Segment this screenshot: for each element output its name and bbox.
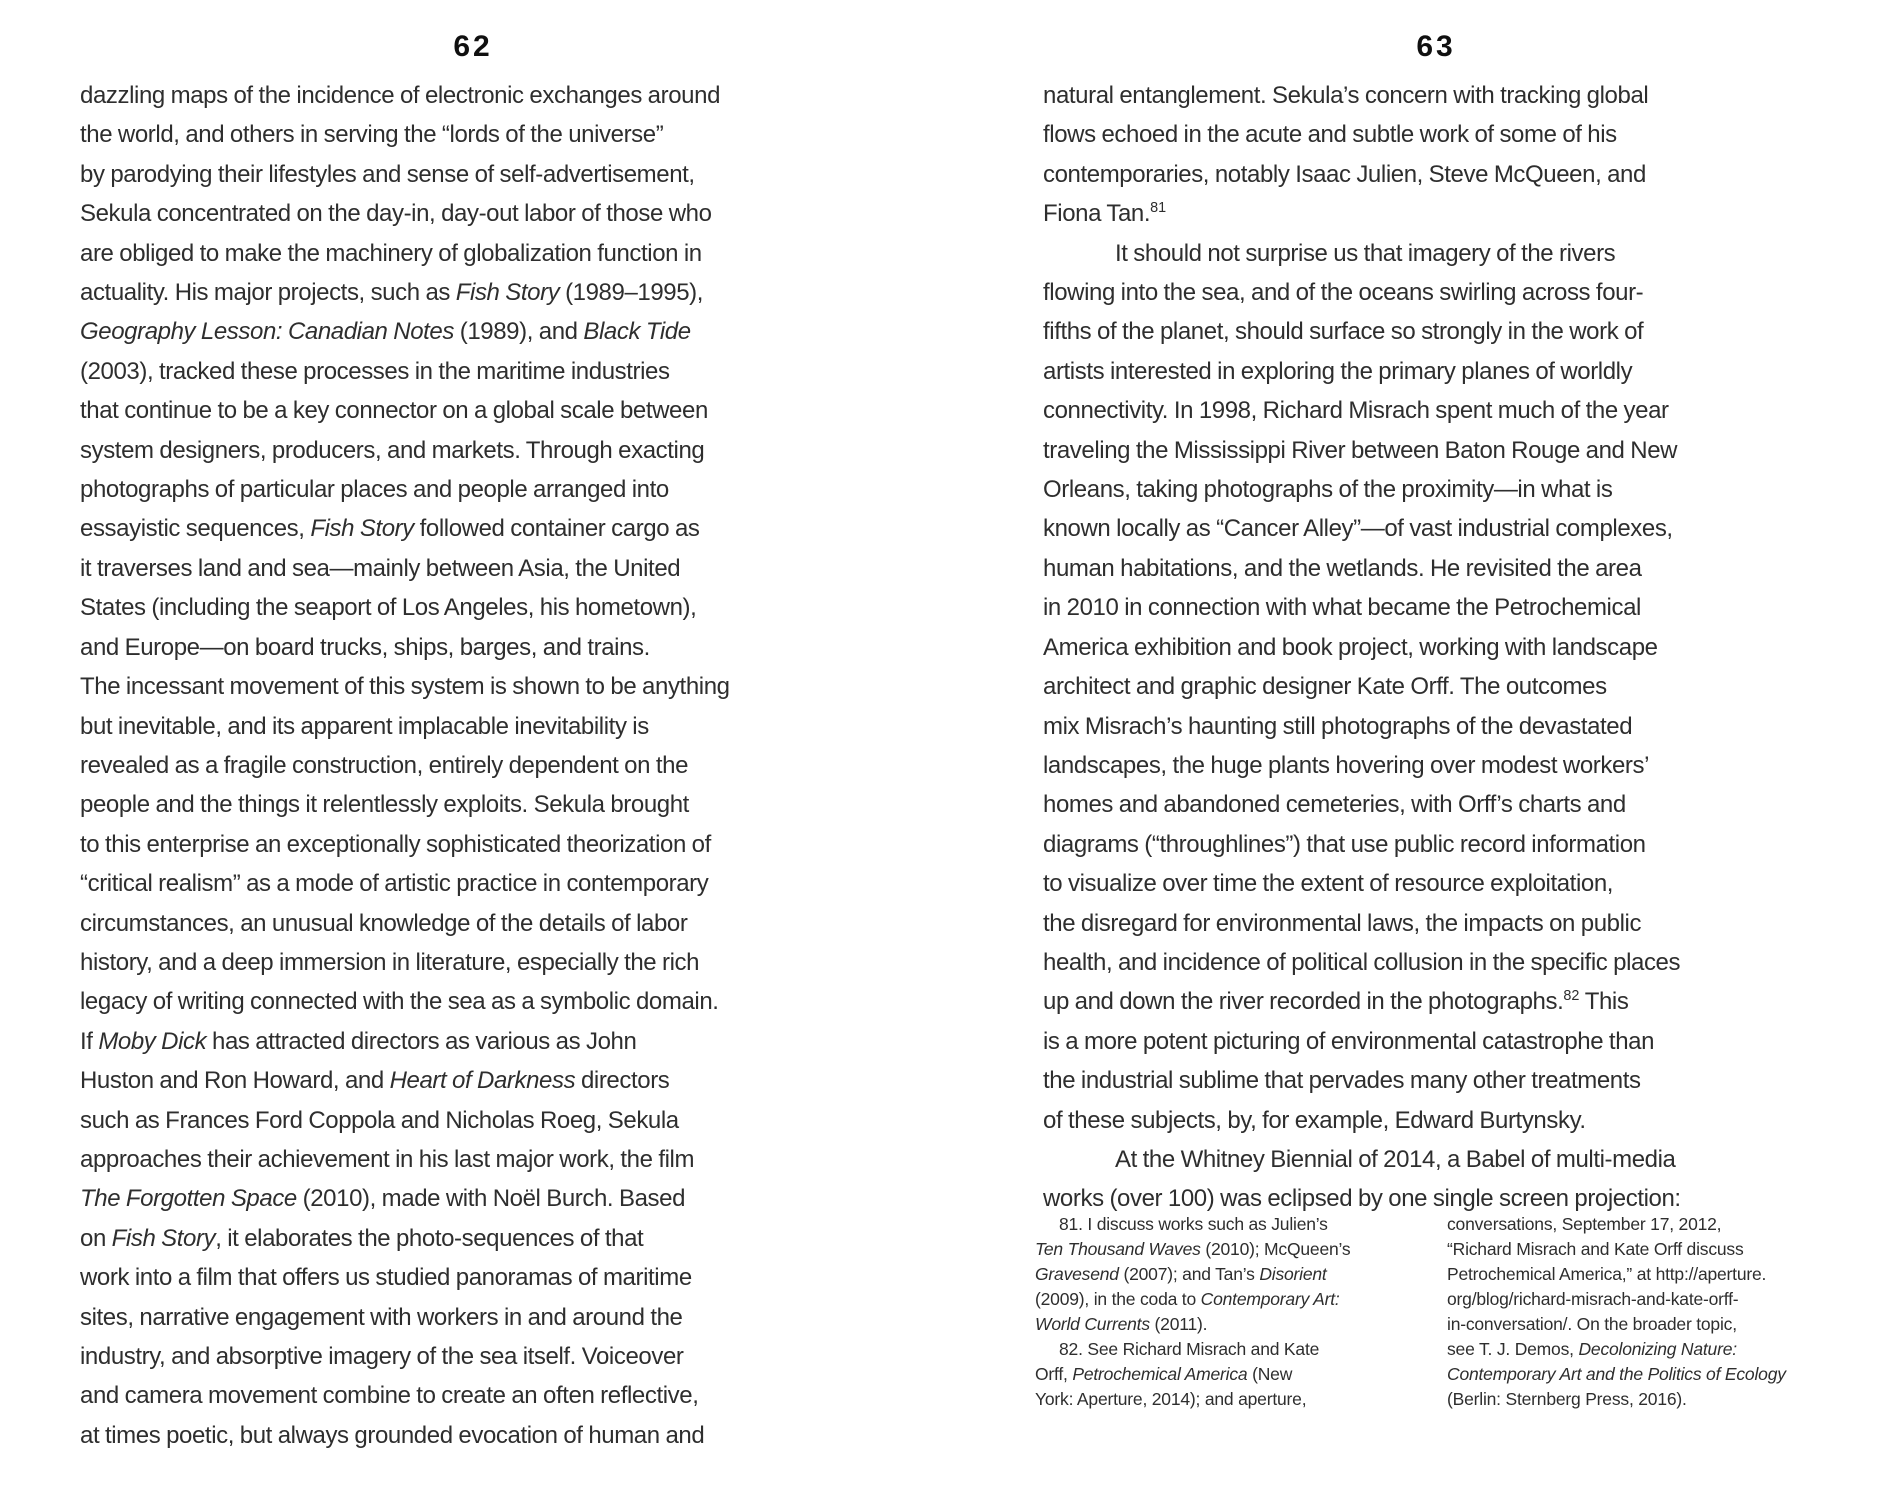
text-line xyxy=(80,1298,880,1337)
body-text-page-63 xyxy=(1043,76,1843,1219)
text-segment: see T. J. Demos, xyxy=(1447,1339,1579,1359)
text-line xyxy=(1043,509,1843,548)
text-line xyxy=(80,864,880,903)
text-segment: (2011). xyxy=(1149,1314,1208,1334)
text-line xyxy=(80,1179,880,1218)
text-segment: history, and a deep immersion in literature, especially the rich xyxy=(80,948,700,976)
text-segment: known locally as “Cancer Alley”—of vast industrial complexes, xyxy=(1043,515,1673,543)
text-segment: “Richard Misrach and Kate Orff discuss xyxy=(1447,1239,1744,1259)
text-line xyxy=(1035,1312,1440,1337)
italic-title: Black Tide xyxy=(583,318,691,346)
text-line xyxy=(1043,943,1843,982)
text-segment: on xyxy=(80,1224,112,1252)
text-line xyxy=(80,1416,880,1455)
footnote-reference: 81 xyxy=(1150,200,1167,217)
text-line xyxy=(1043,746,1843,785)
text-line xyxy=(80,115,880,154)
text-line xyxy=(80,1022,880,1061)
footnote-reference: 82 xyxy=(1563,988,1580,1005)
text-line xyxy=(80,707,880,746)
text-line xyxy=(1043,352,1843,391)
text-line xyxy=(1043,588,1843,627)
text-segment: States (including the seaport of Los Angeles, his hometown), xyxy=(80,594,697,622)
italic-title: Contemporary Art: xyxy=(1200,1289,1340,1309)
text-segment: (2010); McQueen’s xyxy=(1200,1239,1351,1259)
text-segment: America exhibition and book project, working with landscape xyxy=(1043,633,1658,661)
text-segment: are obliged to make the machinery of globalization function in xyxy=(80,239,702,267)
text-segment: industry, and absorptive imagery of the sea itself. Voiceover xyxy=(80,1343,684,1370)
text-line xyxy=(80,352,880,391)
text-line xyxy=(1035,1337,1440,1362)
text-line xyxy=(1447,1212,1887,1237)
text-segment: to visualize over time the extent of resource exploitation, xyxy=(1043,870,1614,898)
text-segment: actuality. His major projects, such as xyxy=(80,279,456,307)
text-line xyxy=(80,549,880,588)
text-segment: it traverses land and sea—mainly between Asia, the United xyxy=(80,554,681,582)
text-line xyxy=(80,509,880,548)
text-segment: work into a film that offers us studied panoramas of maritime xyxy=(80,1264,692,1292)
text-segment: the industrial sublime that pervades many other treatments xyxy=(1043,1067,1641,1095)
text-line xyxy=(1043,234,1843,273)
text-line xyxy=(1035,1362,1440,1387)
text-line xyxy=(80,470,880,509)
text-line xyxy=(80,431,880,470)
italic-title: Gravesend xyxy=(1035,1264,1119,1284)
text-segment: circumstances, an unusual knowledge of the details of labor xyxy=(80,909,688,937)
text-line xyxy=(1043,825,1843,864)
text-line xyxy=(1035,1262,1440,1287)
text-segment: traveling the Mississippi River between Baton Rouge and New xyxy=(1043,436,1678,464)
text-line xyxy=(1043,1061,1843,1100)
text-segment: (1989–1995), xyxy=(559,279,704,307)
text-line xyxy=(1035,1287,1440,1312)
text-line xyxy=(1447,1387,1887,1412)
footnote-column-1 xyxy=(1035,1212,1440,1412)
text-segment: The incessant movement of this system is shown to be anything xyxy=(80,673,730,701)
text-line xyxy=(80,1219,880,1258)
text-line xyxy=(1447,1362,1887,1387)
text-segment: (Berlin: Sternberg Press, 2016). xyxy=(1447,1389,1687,1409)
italic-title: Fish Story xyxy=(455,279,560,307)
text-line xyxy=(1043,1101,1843,1140)
text-line xyxy=(1043,1140,1843,1179)
text-segment: up and down the river recorded in the photographs. xyxy=(1043,988,1564,1016)
italic-title: Contemporary Art and the Politics of Ecology xyxy=(1447,1364,1786,1384)
text-line xyxy=(1043,431,1843,470)
text-segment: followed container cargo as xyxy=(413,515,700,543)
text-segment: in-conversation/. On the broader topic, xyxy=(1447,1314,1737,1334)
text-segment: Orff, xyxy=(1035,1364,1073,1384)
text-line xyxy=(1043,312,1843,351)
italic-title: The Forgotten Space xyxy=(80,1185,297,1213)
text-segment: and camera movement combine to create an often reflective, xyxy=(80,1382,699,1410)
text-segment: is a more potent picturing of environmental catastrophe than xyxy=(1043,1027,1655,1055)
text-line xyxy=(1043,707,1843,746)
text-segment: (1989), and xyxy=(453,318,584,346)
text-segment: human habitations, and the wetlands. He revisited the area xyxy=(1043,554,1642,582)
text-segment: of these subjects, by, for example, Edward Burtynsky. xyxy=(1043,1106,1586,1134)
text-line xyxy=(1043,982,1843,1021)
italic-title: World Currents xyxy=(1035,1314,1150,1334)
text-segment: in 2010 in connection with what became the Petrochemical xyxy=(1043,594,1641,622)
italic-title: Heart of Darkness xyxy=(389,1067,576,1095)
footnote-column-2 xyxy=(1447,1212,1887,1412)
text-line xyxy=(1043,864,1843,903)
text-segment: Petrochemical America,” at http://aperture. xyxy=(1447,1264,1767,1284)
text-segment: York: Aperture, 2014); and aperture, xyxy=(1035,1389,1307,1409)
text-line xyxy=(1035,1237,1440,1262)
text-line xyxy=(1447,1312,1887,1337)
body-text-page-62 xyxy=(80,76,880,1455)
text-line xyxy=(1035,1387,1440,1412)
text-line xyxy=(80,588,880,627)
text-line xyxy=(80,1376,880,1415)
text-segment: fifths of the planet, should surface so strongly in the work of xyxy=(1043,318,1644,346)
text-line xyxy=(1043,273,1843,312)
text-line xyxy=(1043,155,1843,194)
text-line xyxy=(80,628,880,667)
text-segment: Orleans, taking photographs of the proximity—in what is xyxy=(1043,476,1613,504)
text-line xyxy=(1035,1212,1440,1237)
text-segment: legacy of writing connected with the sea as a symbolic domain. xyxy=(80,988,719,1016)
text-segment: mix Misrach’s haunting still photographs of the devastated xyxy=(1043,712,1633,740)
page-number-left: 62 xyxy=(453,30,493,63)
text-line xyxy=(80,391,880,430)
text-segment: landscapes, the huge plants hovering over modest workers’ xyxy=(1043,751,1650,779)
text-segment: org/blog/richard-misrach-and-kate-orff- xyxy=(1447,1289,1739,1309)
text-segment: At the Whitney Biennial of 2014, a Babel of multi-media xyxy=(1115,1145,1676,1173)
text-segment: connectivity. In 1998, Richard Misrach spent much of the year xyxy=(1043,397,1669,425)
italic-title: Petrochemical America xyxy=(1072,1364,1248,1384)
text-segment: This xyxy=(1579,988,1629,1016)
text-line xyxy=(80,155,880,194)
text-line xyxy=(1043,115,1843,154)
text-line xyxy=(1043,785,1843,824)
text-segment: 81. I discuss works such as Julien’s xyxy=(1059,1214,1328,1234)
text-line xyxy=(1447,1337,1887,1362)
text-segment: (2007); and Tan’s xyxy=(1118,1264,1260,1284)
italic-title: Fish Story xyxy=(111,1224,216,1252)
text-line xyxy=(80,943,880,982)
text-segment: people and the things it relentlessly exploits. Sekula brought xyxy=(80,791,689,819)
text-line xyxy=(80,312,880,351)
italic-title: Moby Dick xyxy=(98,1027,207,1055)
text-line xyxy=(1043,628,1843,667)
text-segment: approaches their achievement in his last major work, the film xyxy=(80,1145,695,1173)
text-line xyxy=(1043,1022,1843,1061)
text-segment: homes and abandoned cemeteries, with Orff’s charts and xyxy=(1043,791,1626,819)
text-segment: essayistic sequences, xyxy=(80,515,311,543)
text-line xyxy=(80,825,880,864)
text-segment: diagrams (“throughlines”) that use public record information xyxy=(1043,830,1646,858)
text-line xyxy=(80,273,880,312)
text-line xyxy=(80,1258,880,1297)
text-segment: artists interested in exploring the primary planes of worldly xyxy=(1043,357,1633,385)
text-segment: Huston and Ron Howard, and xyxy=(80,1067,390,1095)
text-segment: 82. See Richard Misrach and Kate xyxy=(1059,1339,1320,1359)
text-line xyxy=(80,1337,880,1376)
text-line xyxy=(80,1140,880,1179)
text-segment: It should not surprise us that imagery of the rivers xyxy=(1115,239,1616,267)
text-segment: directors xyxy=(575,1067,670,1095)
text-segment: dazzling maps of the incidence of electronic exchanges around xyxy=(80,82,721,109)
text-segment: that continue to be a key connector on a global scale between xyxy=(80,397,708,425)
text-line xyxy=(1043,549,1843,588)
text-segment: but inevitable, and its apparent implacable inevitability is xyxy=(80,712,649,740)
text-line xyxy=(1447,1262,1887,1287)
text-line xyxy=(1043,667,1843,706)
text-segment: works (over 100) was eclipsed by one single screen projection: xyxy=(1043,1185,1681,1213)
text-line xyxy=(1043,194,1843,233)
text-line xyxy=(80,746,880,785)
text-segment: at times poetic, but always grounded evocation of human and xyxy=(80,1421,705,1449)
text-line xyxy=(1043,76,1843,115)
text-segment: Fiona Tan. xyxy=(1043,200,1151,228)
text-line xyxy=(80,785,880,824)
text-segment: Sekula concentrated on the day-in, day-out labor of those who xyxy=(80,200,712,228)
text-segment: by parodying their lifestyles and sense of self-advertisement, xyxy=(80,160,695,188)
text-segment: flows echoed in the acute and subtle work of some of his xyxy=(1043,121,1617,149)
text-line xyxy=(1043,470,1843,509)
text-segment: , it elaborates the photo-sequences of that xyxy=(215,1224,644,1252)
text-segment: “critical realism” as a mode of artistic practice in contemporary xyxy=(80,870,709,898)
text-segment: to this enterprise an exceptionally sophisticated theorization of xyxy=(80,830,711,858)
italic-title: Disorient xyxy=(1259,1264,1327,1284)
text-segment: architect and graphic designer Kate Orff. The outcomes xyxy=(1043,673,1607,701)
text-segment: the disregard for environmental laws, the impacts on public xyxy=(1043,909,1642,937)
text-segment: and Europe—on board trucks, ships, barges, and trains. xyxy=(80,633,650,661)
text-line xyxy=(80,194,880,233)
text-line xyxy=(1043,391,1843,430)
text-line xyxy=(80,904,880,943)
text-line xyxy=(1447,1237,1887,1262)
text-segment: the world, and others in serving the “lords of the universe” xyxy=(80,121,664,149)
text-line xyxy=(80,1101,880,1140)
page-number-right: 63 xyxy=(1416,30,1456,63)
text-segment: (New xyxy=(1247,1364,1293,1384)
text-segment: system designers, producers, and markets. Through exacting xyxy=(80,436,705,464)
text-line xyxy=(80,982,880,1021)
text-segment: (2009), in the coda to xyxy=(1035,1289,1201,1309)
italic-title: Ten Thousand Waves xyxy=(1035,1239,1201,1259)
italic-title: Decolonizing Nature: xyxy=(1578,1339,1737,1359)
text-segment: (2010), made with Noël Burch. Based xyxy=(296,1185,686,1213)
text-segment: If xyxy=(80,1027,99,1055)
text-segment: revealed as a fragile construction, entirely dependent on the xyxy=(80,751,689,779)
text-line xyxy=(80,234,880,273)
text-line xyxy=(80,76,880,115)
text-segment: has attracted directors as various as John xyxy=(206,1027,637,1055)
text-segment: conversations, September 17, 2012, xyxy=(1447,1214,1722,1234)
text-segment: flowing into the sea, and of the oceans swirling across four- xyxy=(1043,279,1644,307)
text-line xyxy=(1043,904,1843,943)
text-segment: contemporaries, notably Isaac Julien, Steve McQueen, and xyxy=(1043,160,1646,188)
text-segment: photographs of particular places and people arranged into xyxy=(80,476,669,504)
text-segment: health, and incidence of political collusion in the specific places xyxy=(1043,948,1681,976)
text-line xyxy=(1447,1287,1887,1312)
text-line xyxy=(80,667,880,706)
text-line xyxy=(80,1061,880,1100)
italic-title: Fish Story xyxy=(310,515,414,543)
text-segment: natural entanglement. Sekula’s concern with tracking global xyxy=(1043,82,1649,109)
italic-title: Geography Lesson: Canadian Notes xyxy=(80,318,454,346)
text-segment: such as Frances Ford Coppola and Nicholas Roeg, Sekula xyxy=(80,1106,679,1134)
text-segment: sites, narrative engagement with workers in and around the xyxy=(80,1303,683,1331)
text-segment: (2003), tracked these processes in the maritime industries xyxy=(80,357,670,385)
